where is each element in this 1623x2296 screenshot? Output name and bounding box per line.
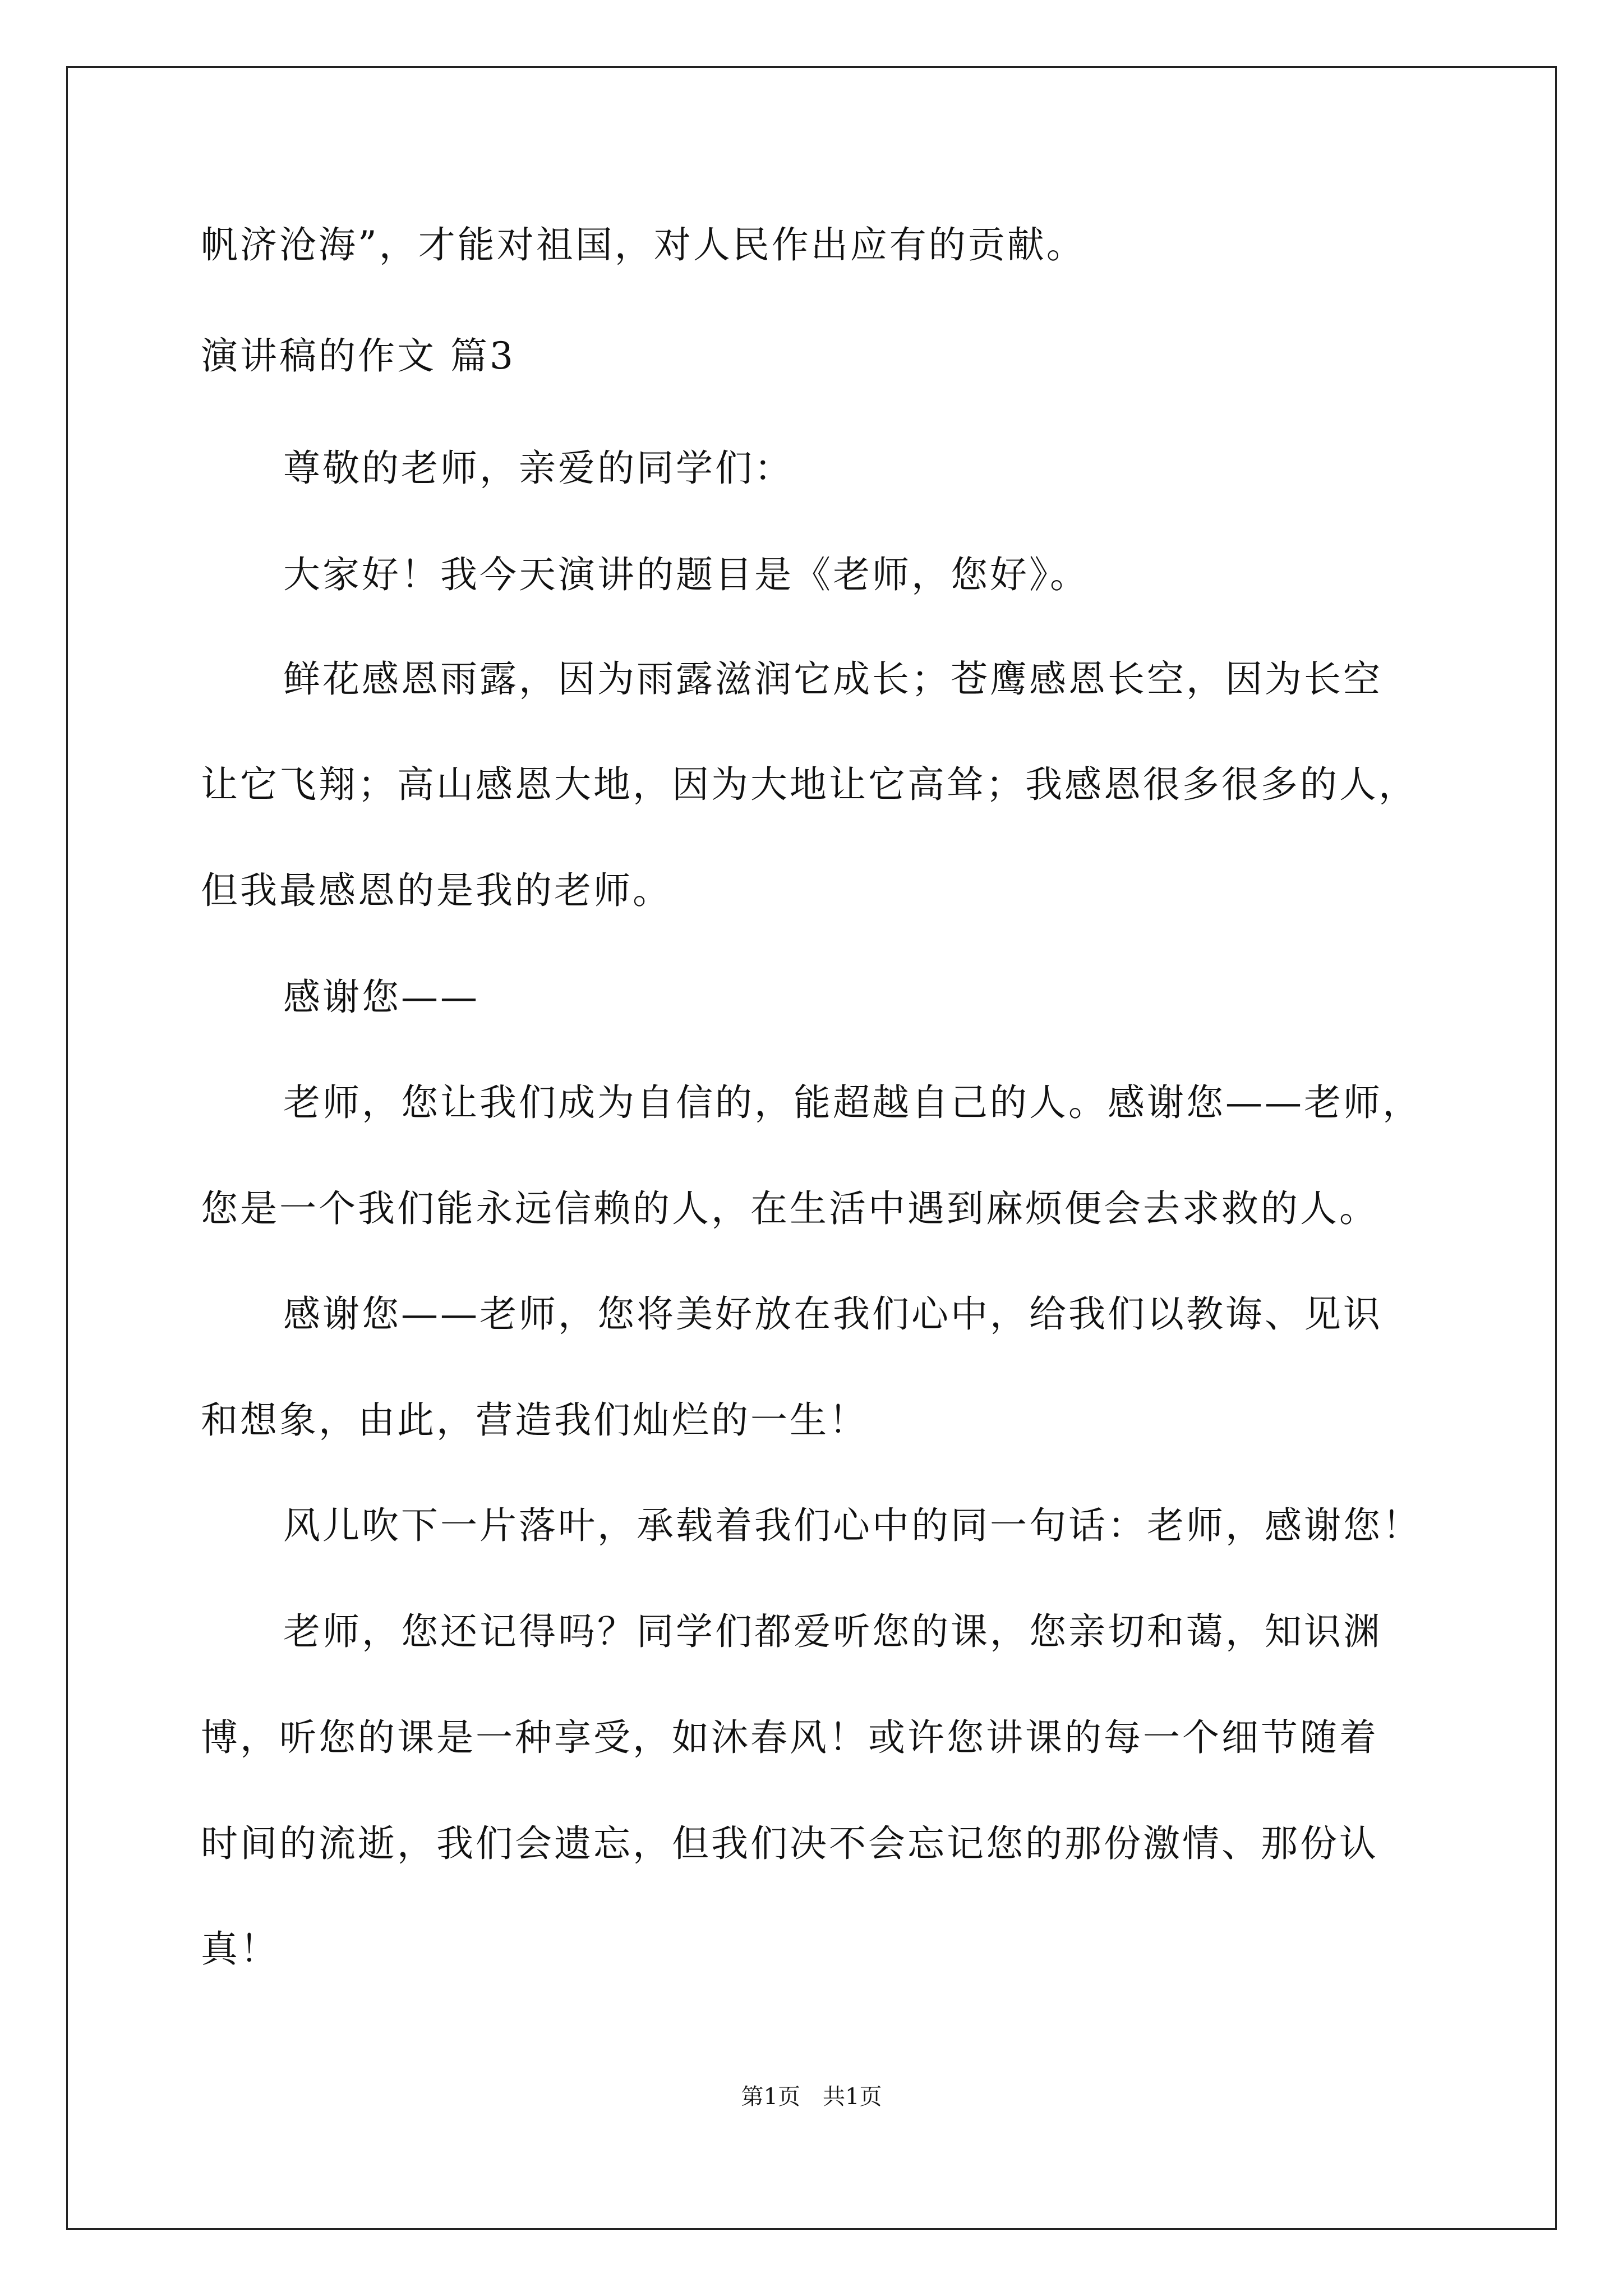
paragraph-thanks-short: 感谢您—— [283, 976, 479, 1019]
paragraph-leaf: 风儿吹下一片落叶，承载着我们心中的同一句话：老师，感谢您！ [283, 1504, 1422, 1547]
paragraph-confidence-line-2: 您是一个我们能永远信赖的人，在生活中遇到麻烦便会去求救的人。 [201, 1187, 1378, 1230]
paragraph-gratitude-line-1: 鲜花感恩雨露，因为雨露滋润它成长；苍鹰感恩长空，因为长空 [283, 657, 1382, 701]
paragraph-memory-line-1: 老师，您还记得吗？同学们都爱听您的课，您亲切和蔼，知识渊 [283, 1610, 1382, 1653]
paragraph-confidence-line-1: 老师，您让我们成为自信的，能超越自己的人。感谢您——老师， [283, 1081, 1422, 1124]
paragraph-memory-line-3: 时间的流逝，我们会遗忘，但我们决不会忘记您的那份激情、那份认 [201, 1822, 1378, 1865]
paragraph-beauty-line-2: 和想象，由此，营造我们灿烂的一生！ [201, 1398, 868, 1442]
page-frame [66, 66, 1557, 2230]
salutation: 尊敬的老师，亲爱的同学们： [283, 447, 794, 490]
text-line-continuation: 帆济沧海”，才能对祖国，对人民作出应有的贡献。 [201, 223, 1086, 266]
paragraph-gratitude-line-2: 让它飞翔；高山感恩大地，因为大地让它高耸；我感恩很多很多的人， [201, 763, 1418, 806]
paragraph-greeting: 大家好！我今天演讲的题目是《老师，您好》。 [283, 553, 1089, 596]
paragraph-memory-line-2: 博，听您的课是一种享受，如沐春风！或许您讲课的每一个细节随着 [201, 1716, 1378, 1759]
page-number-footer: 第1页 共1页 [741, 2084, 882, 2110]
paragraph-gratitude-line-3: 但我最感恩的是我的老师。 [201, 869, 672, 912]
section-heading: 演讲稿的作文 篇3 [201, 334, 515, 378]
paragraph-beauty-line-1: 感谢您——老师，您将美好放在我们心中，给我们以教诲、见识 [283, 1292, 1382, 1336]
paragraph-memory-line-4: 真！ [201, 1927, 279, 1971]
